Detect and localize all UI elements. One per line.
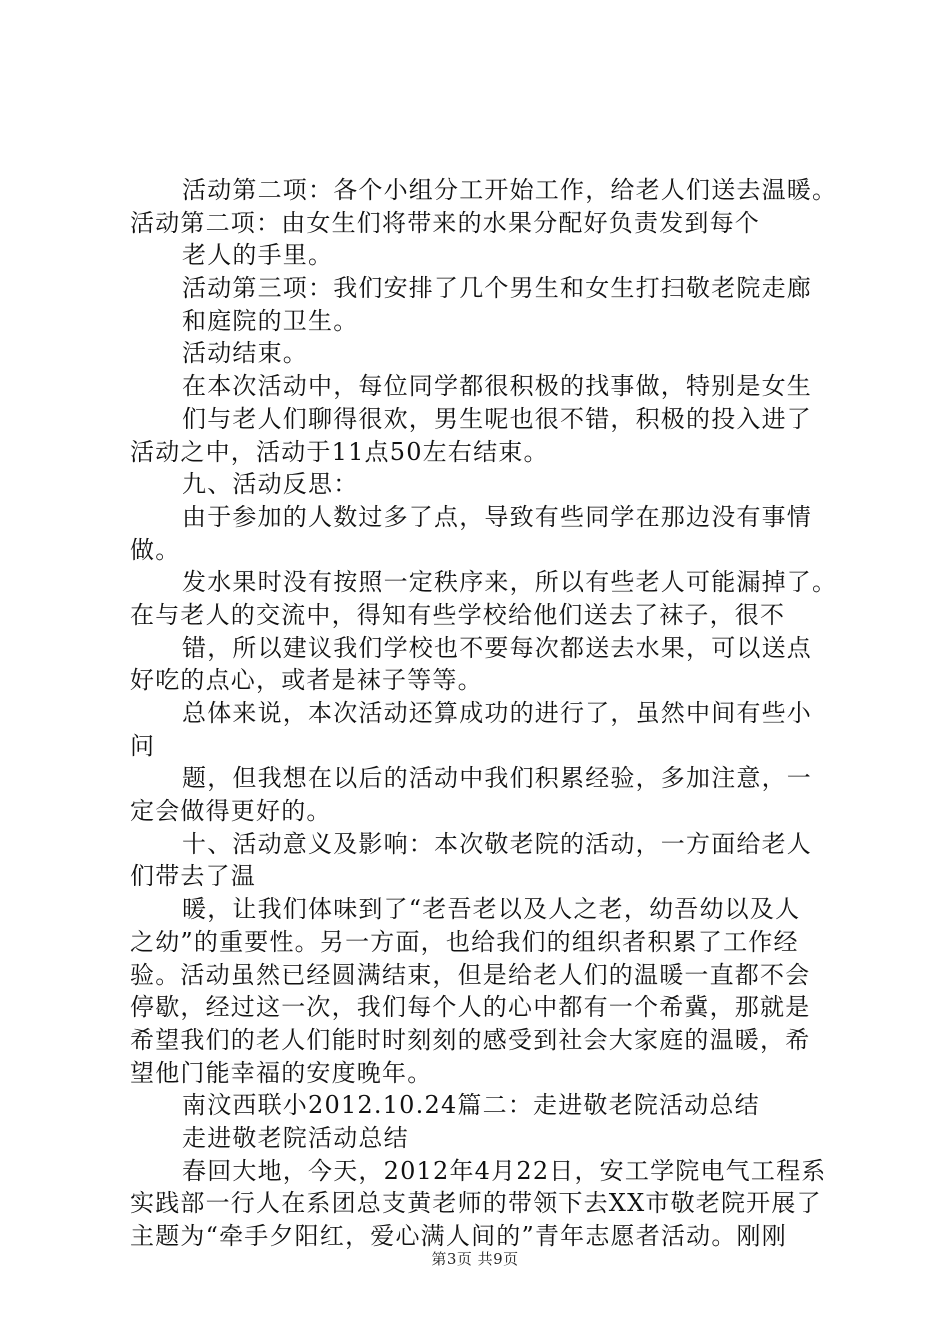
text-line: 主题为“牵手夕阳红，爱心满人间的”青年志愿者活动。刚刚 [130,1222,787,1250]
text-line: 们带去了温 [130,862,256,891]
text-line: 活动结束。 [182,339,308,368]
text-line: 活动第二项：由女生们将带来的水果分配好负责发到每个 [130,208,760,237]
text-line: 定会做得更好的。 [130,797,332,826]
text-line: 实践部一行人在系团总支黄老师的带领下去XX市敬老院开展了 [130,1189,822,1218]
text-line: 活动之中，活动于11点50左右结束。 [130,437,549,466]
text-line: 希望我们的老人们能时时刻刻的感受到社会大家庭的温暖，希 [130,1025,811,1054]
text-line: 十、活动意义及影响：本次敬老院的活动，一方面给老人 [182,829,812,858]
text-line: 们与老人们聊得很欢，男生呢也很不错，积极的投入进了 [182,404,812,433]
text-line: 九、活动反思： [182,470,359,499]
text-line: 老人的手里。 [182,241,334,270]
text-line: 在本次活动中，每位同学都很积极的找事做，特别是女生 [182,372,812,401]
text-line: 望他门能幸福的安度晚年。 [130,1058,433,1087]
page-footer: 第3页 共9页 [431,1250,519,1268]
text-line: 之幼”的重要性。另一方面，也给我们的组织者积累了工作经 [130,927,799,956]
text-line: 停歇，经过这一次，我们每个人的心中都有一个希冀，那就是 [130,993,811,1022]
text-line: 走进敬老院活动总结 [182,1123,409,1152]
text-line: 和庭院的卫生。 [182,306,359,335]
document-body [130,174,850,1253]
text-line: 题，但我想在以后的活动中我们积累经验，多加注意，一 [182,764,812,793]
text-line: 南汶西联小2012.10.24篇二：走进敬老院活动总结 [182,1091,760,1120]
text-line: 发水果时没有按照一定秩序来，所以有些老人可能漏掉了。 [182,568,838,597]
text-line: 由于参加的人数过多了点，导致有些同学在那边没有事情 [182,502,812,531]
text-line: 在与老人的交流中，得知有些学校给他们送去了袜子，很不 [130,600,786,629]
text-line: 春回大地，今天，2012年4月22日，安工学院电气工程系 [182,1156,827,1185]
text-line: 总体来说，本次活动还算成功的进行了，虽然中间有些小 [182,699,812,727]
text-line: 做。 [130,535,181,564]
text-line: 错，所以建议我们学校也不要每次都送去水果，可以送点 [182,633,812,662]
text-line: 活动第二项：各个小组分工开始工作，给老人们送去温暖。 [182,176,838,204]
text-line: 问 [130,731,156,760]
text-line: 暖，让我们体味到了“老吾老以及人之老，幼吾幼以及人 [182,895,801,924]
text-line: 活动第三项：我们安排了几个男生和女生打扫敬老院走廊 [182,274,812,303]
text-line: 好吃的点心，或者是袜子等等。 [130,666,483,695]
text-line: 验。活动虽然已经圆满结束，但是给老人们的温暖一直都不会 [130,960,811,989]
